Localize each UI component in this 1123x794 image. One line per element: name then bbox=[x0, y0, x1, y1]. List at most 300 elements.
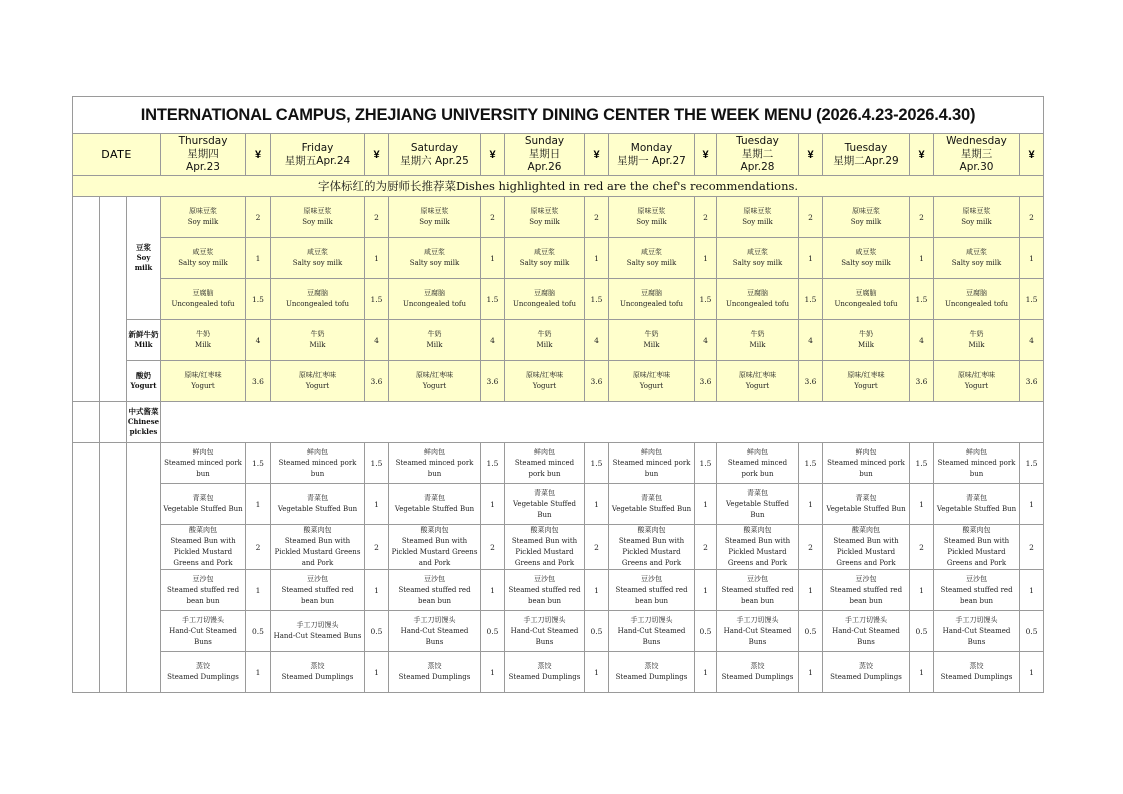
price-yogurt: 3.6 bbox=[481, 361, 505, 402]
menu-item-salty-soy-milk bbox=[271, 238, 365, 279]
menu-item-yogurt bbox=[934, 361, 1020, 402]
dish-name-zh: 原味/红枣味 bbox=[738, 371, 777, 379]
dish-name-en: Uncongealed tofu bbox=[512, 300, 577, 308]
dish-name-en: Hand-Cut Steamed Buns bbox=[832, 626, 900, 646]
dish-name-zh: 蒸饺 bbox=[644, 662, 659, 670]
dish-name-zh: 豆沙包 bbox=[307, 574, 328, 583]
day-header-7: Tuesday 星期二Apr.29 bbox=[823, 134, 910, 176]
menu-item-salty-soy-milk bbox=[161, 238, 246, 279]
price-yogurt: 3.6 bbox=[910, 361, 934, 402]
menu-item-uncongealed-tofu bbox=[161, 279, 246, 320]
price-hand-cut-buns: 0.5 bbox=[799, 611, 823, 652]
dish-name-zh: 蒸饺 bbox=[859, 662, 873, 670]
dish-name-zh: 豆沙包 bbox=[855, 574, 877, 583]
menu-item-pork-bun bbox=[389, 443, 481, 484]
dish-name-en: Vegetable Stuffed Bun bbox=[277, 505, 358, 513]
dish-name-en: Steamed stuffed red bean bun bbox=[398, 585, 471, 605]
dish-name-zh: 牛奶 bbox=[750, 330, 765, 338]
menu-item-yogurt bbox=[505, 361, 585, 402]
dish-name-en: Steamed Dumplings bbox=[830, 673, 902, 681]
menu-item-hand-cut-buns bbox=[934, 611, 1020, 652]
dish-name-en: Vegetable Stuffed Bun bbox=[611, 505, 692, 513]
price-hand-cut-buns: 0.5 bbox=[1020, 611, 1044, 652]
date-label: DATE bbox=[73, 134, 161, 176]
dish-name-en: Yogurt bbox=[191, 382, 215, 390]
dish-name-zh: 酸菜肉包 bbox=[303, 526, 332, 534]
price-milk: 4 bbox=[585, 320, 609, 361]
menu-item-soy-milk bbox=[609, 197, 695, 238]
price-steamed-dumplings: 1 bbox=[799, 652, 823, 693]
dish-name-zh: 豆腐脑 bbox=[307, 289, 328, 297]
price-steamed-dumplings: 1 bbox=[585, 652, 609, 693]
price-pickled-mustard-bun: 2 bbox=[799, 525, 823, 570]
dish-name-en: Milk bbox=[968, 341, 985, 349]
dish-name-en: Hand-Cut Steamed Buns bbox=[723, 626, 792, 646]
dish-name-zh: 豆沙包 bbox=[424, 574, 445, 583]
dish-name-en: Steamed Bun with Pickled Mustard Greens and Pork bbox=[274, 537, 361, 567]
price-soy-milk: 2 bbox=[585, 197, 609, 238]
price-soy-milk: 2 bbox=[246, 197, 271, 238]
menu-item-red-bean-bun bbox=[823, 570, 910, 611]
price-steamed-dumplings: 1 bbox=[246, 652, 271, 693]
dish-name-zh: 原味/红枣味 bbox=[847, 371, 885, 379]
dish-name-en: Milk bbox=[536, 341, 553, 349]
dish-name-zh: 原味豆浆 bbox=[852, 207, 880, 215]
dish-name-en: Uncongealed tofu bbox=[944, 300, 1009, 308]
category-yogurt: 酸奶 Yogurt bbox=[127, 361, 161, 402]
menu-item-yogurt bbox=[271, 361, 365, 402]
menu-item-red-bean-bun bbox=[609, 570, 695, 611]
menu-item-milk bbox=[271, 320, 365, 361]
day-header-8: Wednesday 星期三 Apr.30 bbox=[934, 134, 1020, 176]
price-uncongealed-tofu: 1.5 bbox=[481, 279, 505, 320]
dish-name-zh: 酸菜肉包 bbox=[189, 526, 217, 534]
price-pickled-mustard-bun: 2 bbox=[695, 525, 717, 570]
price-steamed-dumplings: 1 bbox=[365, 652, 389, 693]
dish-name-en: Salty soy milk bbox=[292, 259, 343, 267]
dish-name-en: Hand-Cut Steamed Buns bbox=[169, 626, 237, 646]
dish-name-en: Salty soy milk bbox=[951, 259, 1002, 267]
dish-name-en: Steamed Bun with Pickled Mustard Greens and Pork bbox=[170, 537, 236, 567]
price-vegetable-bun: 1 bbox=[695, 484, 717, 525]
price-yogurt: 3.6 bbox=[799, 361, 823, 402]
day-header-3: Saturday 星期六 Apr.25 bbox=[389, 134, 481, 176]
menu-title: INTERNATIONAL CAMPUS, ZHEJIANG UNIVERSITY DINING CENTER THE WEEK MENU (2026.4.23-2026.4.30) bbox=[73, 97, 1044, 134]
price-pickled-mustard-bun: 2 bbox=[481, 525, 505, 570]
dish-name-en: Milk bbox=[858, 341, 874, 349]
dish-name-zh: 蒸饺 bbox=[310, 662, 325, 670]
dish-name-en: Steamed minced pork bun bbox=[612, 458, 691, 478]
menu-item-soy-milk bbox=[271, 197, 365, 238]
dish-name-zh: 手工刀切馒头 bbox=[845, 615, 887, 624]
price-uncongealed-tofu: 1.5 bbox=[799, 279, 823, 320]
dish-name-en: Steamed Bun with Pickled Mustard Greens and Pork bbox=[943, 537, 1010, 567]
dish-name-en: Uncongealed tofu bbox=[725, 300, 790, 308]
price-pork-bun: 1.5 bbox=[695, 443, 717, 484]
dish-name-en: Steamed stuffed red bean bun bbox=[829, 585, 903, 605]
menu-item-hand-cut-buns bbox=[505, 611, 585, 652]
price-vegetable-bun: 1 bbox=[910, 484, 934, 525]
menu-item-milk bbox=[505, 320, 585, 361]
dish-name-en: Uncongealed tofu bbox=[171, 300, 235, 308]
dish-name-en: Salty soy milk bbox=[178, 259, 228, 267]
dish-name-en: Steamed minced pork bun bbox=[514, 458, 575, 478]
dish-name-en: Yogurt bbox=[639, 382, 664, 390]
price-hand-cut-buns: 0.5 bbox=[246, 611, 271, 652]
side-column-a bbox=[73, 197, 100, 402]
dish-name-en: Soy milk bbox=[529, 218, 560, 226]
price-salty-soy-milk: 1 bbox=[1020, 238, 1044, 279]
menu-item-hand-cut-buns bbox=[271, 611, 365, 652]
price-milk: 4 bbox=[246, 320, 271, 361]
dish-name-en: Steamed Bun with Pickled Mustard Greens and Pork bbox=[833, 537, 899, 567]
price-vegetable-bun: 1 bbox=[481, 484, 505, 525]
dish-name-zh: 鲜肉包 bbox=[641, 447, 662, 456]
price-red-bean-bun: 1 bbox=[695, 570, 717, 611]
dish-name-zh: 牛奶 bbox=[969, 330, 984, 338]
dish-name-zh: 原味豆浆 bbox=[962, 207, 991, 215]
dish-name-zh: 牛奶 bbox=[427, 330, 442, 338]
menu-item-uncongealed-tofu bbox=[505, 279, 585, 320]
dish-name-zh: 原味/红枣味 bbox=[298, 371, 337, 379]
dish-name-zh: 蒸饺 bbox=[537, 662, 552, 670]
price-pork-bun: 1.5 bbox=[910, 443, 934, 484]
menu-item-vegetable-bun bbox=[823, 484, 910, 525]
price-salty-soy-milk: 1 bbox=[585, 238, 609, 279]
day-header-6: Tuesday 星期二 Apr.28 bbox=[717, 134, 799, 176]
dish-name-zh: 原味/红枣味 bbox=[415, 371, 454, 379]
price-uncongealed-tofu: 1.5 bbox=[695, 279, 717, 320]
price-milk: 4 bbox=[1020, 320, 1044, 361]
dish-name-zh: 手工刀切馒头 bbox=[955, 615, 998, 624]
currency-symbol: ¥ bbox=[481, 134, 505, 176]
menu-item-salty-soy-milk bbox=[823, 238, 910, 279]
dish-name-zh: 咸豆浆 bbox=[641, 248, 662, 256]
dish-name-zh: 咸豆浆 bbox=[747, 248, 768, 256]
pickles-empty-row bbox=[161, 402, 1044, 443]
dish-name-zh: 鲜肉包 bbox=[534, 447, 555, 456]
dish-name-en: Salty soy milk bbox=[409, 259, 460, 267]
dish-name-zh: 原味豆浆 bbox=[303, 207, 332, 215]
price-pickled-mustard-bun: 2 bbox=[910, 525, 934, 570]
dish-name-zh: 豆沙包 bbox=[747, 574, 768, 583]
dish-name-zh: 原味豆浆 bbox=[743, 207, 772, 215]
dish-name-en: Steamed stuffed red bean bun bbox=[615, 585, 688, 605]
dish-name-en: Milk bbox=[749, 341, 766, 349]
price-hand-cut-buns: 0.5 bbox=[481, 611, 505, 652]
menu-item-pickled-mustard-bun bbox=[823, 525, 910, 570]
dish-name-en: Hand-Cut Steamed Buns bbox=[942, 626, 1011, 646]
price-pork-bun: 1.5 bbox=[1020, 443, 1044, 484]
menu-item-milk bbox=[389, 320, 481, 361]
dish-name-zh: 豆腐脑 bbox=[192, 289, 214, 297]
dish-name-zh: 青菜包 bbox=[307, 494, 328, 502]
dish-name-en: Milk bbox=[309, 341, 326, 349]
menu-item-steamed-dumplings bbox=[271, 652, 365, 693]
dish-name-zh: 鲜肉包 bbox=[747, 447, 768, 456]
dish-name-zh: 酸菜肉包 bbox=[962, 526, 991, 534]
menu-item-steamed-dumplings bbox=[505, 652, 585, 693]
dish-name-zh: 鲜肉包 bbox=[855, 447, 877, 456]
price-milk: 4 bbox=[695, 320, 717, 361]
dish-name-zh: 手工刀切馒头 bbox=[296, 621, 339, 629]
menu-item-salty-soy-milk bbox=[934, 238, 1020, 279]
dish-name-zh: 豆沙包 bbox=[966, 574, 987, 583]
price-yogurt: 3.6 bbox=[585, 361, 609, 402]
dish-name-en: Steamed Dumplings bbox=[508, 673, 581, 681]
dish-name-zh: 咸豆浆 bbox=[855, 248, 877, 256]
side-column-b bbox=[100, 197, 127, 402]
dish-name-zh: 鲜肉包 bbox=[966, 447, 987, 456]
price-vegetable-bun: 1 bbox=[585, 484, 609, 525]
price-soy-milk: 2 bbox=[1020, 197, 1044, 238]
dish-name-zh: 酸菜肉包 bbox=[852, 526, 880, 534]
category-milk: 新鲜牛奶 Milk bbox=[127, 320, 161, 361]
price-pickled-mustard-bun: 2 bbox=[246, 525, 271, 570]
dish-name-en: Yogurt bbox=[854, 382, 878, 390]
price-salty-soy-milk: 1 bbox=[695, 238, 717, 279]
menu-item-red-bean-bun bbox=[717, 570, 799, 611]
menu-item-milk bbox=[717, 320, 799, 361]
price-salty-soy-milk: 1 bbox=[246, 238, 271, 279]
menu-item-pickled-mustard-bun bbox=[609, 525, 695, 570]
currency-symbol: ¥ bbox=[1020, 134, 1044, 176]
dish-name-zh: 青菜包 bbox=[424, 494, 445, 502]
menu-item-steamed-dumplings bbox=[823, 652, 910, 693]
currency-symbol: ¥ bbox=[799, 134, 823, 176]
menu-item-pickled-mustard-bun bbox=[505, 525, 585, 570]
dish-name-en: Hand-Cut Steamed Buns bbox=[510, 626, 579, 646]
dish-name-en: Yogurt bbox=[532, 382, 557, 390]
dish-name-en: Salty soy milk bbox=[626, 259, 677, 267]
price-hand-cut-buns: 0.5 bbox=[910, 611, 934, 652]
menu-item-vegetable-bun bbox=[934, 484, 1020, 525]
category-chinese-pickles: 中式酱菜 Chinese pickles bbox=[127, 402, 161, 443]
price-uncongealed-tofu: 1.5 bbox=[910, 279, 934, 320]
menu-item-vegetable-bun bbox=[161, 484, 246, 525]
menu-item-pickled-mustard-bun bbox=[934, 525, 1020, 570]
dish-name-zh: 原味豆浆 bbox=[420, 207, 449, 215]
chef-recommendation-note: 字体标红的为厨师长推荐菜Dishes highlighted in red are the chef's recommendations. bbox=[73, 176, 1044, 197]
price-red-bean-bun: 1 bbox=[1020, 570, 1044, 611]
price-hand-cut-buns: 0.5 bbox=[695, 611, 717, 652]
menu-item-hand-cut-buns bbox=[609, 611, 695, 652]
menu-item-soy-milk bbox=[717, 197, 799, 238]
price-yogurt: 3.6 bbox=[365, 361, 389, 402]
dish-name-en: Steamed Dumplings bbox=[615, 673, 688, 681]
dish-name-en: Steamed stuffed red bean bun bbox=[508, 585, 581, 605]
menu-item-steamed-dumplings bbox=[717, 652, 799, 693]
price-red-bean-bun: 1 bbox=[481, 570, 505, 611]
dish-name-en: Milk bbox=[195, 341, 211, 349]
menu-item-uncongealed-tofu bbox=[934, 279, 1020, 320]
menu-item-pork-bun bbox=[609, 443, 695, 484]
dish-name-zh: 原味/红枣味 bbox=[957, 371, 996, 379]
price-milk: 4 bbox=[365, 320, 389, 361]
menu-item-red-bean-bun bbox=[389, 570, 481, 611]
price-vegetable-bun: 1 bbox=[1020, 484, 1044, 525]
price-uncongealed-tofu: 1.5 bbox=[585, 279, 609, 320]
dish-name-zh: 蒸饺 bbox=[427, 662, 442, 670]
side-column-b bbox=[100, 443, 127, 693]
dish-name-en: Uncongealed tofu bbox=[619, 300, 684, 308]
dish-name-zh: 手工刀切馒头 bbox=[523, 615, 566, 624]
side-column-a bbox=[73, 443, 100, 693]
price-salty-soy-milk: 1 bbox=[910, 238, 934, 279]
dish-name-zh: 鲜肉包 bbox=[307, 447, 328, 456]
price-pickled-mustard-bun: 2 bbox=[365, 525, 389, 570]
dish-name-zh: 咸豆浆 bbox=[192, 248, 214, 256]
menu-item-milk bbox=[823, 320, 910, 361]
price-steamed-dumplings: 1 bbox=[695, 652, 717, 693]
dish-name-zh: 青菜包 bbox=[534, 488, 555, 497]
menu-item-pork-bun bbox=[271, 443, 365, 484]
dish-name-zh: 青菜包 bbox=[192, 494, 214, 502]
dish-name-zh: 原味豆浆 bbox=[530, 207, 559, 215]
price-pork-bun: 1.5 bbox=[481, 443, 505, 484]
menu-item-pickled-mustard-bun bbox=[271, 525, 365, 570]
menu-item-milk bbox=[609, 320, 695, 361]
dish-name-en: Vegetable Stuffed Bun bbox=[936, 505, 1017, 513]
dish-name-zh: 手工刀切馒头 bbox=[182, 615, 224, 624]
menu-item-uncongealed-tofu bbox=[717, 279, 799, 320]
price-yogurt: 3.6 bbox=[246, 361, 271, 402]
dish-name-zh: 酸菜肉包 bbox=[420, 526, 449, 534]
menu-item-salty-soy-milk bbox=[389, 238, 481, 279]
menu-item-salty-soy-milk bbox=[609, 238, 695, 279]
dish-name-zh: 咸豆浆 bbox=[307, 248, 328, 256]
dish-name-en: Yogurt bbox=[745, 382, 770, 390]
currency-symbol: ¥ bbox=[365, 134, 389, 176]
menu-table bbox=[72, 96, 1044, 693]
dish-name-zh: 青菜包 bbox=[747, 488, 768, 497]
dish-name-en: Soy milk bbox=[187, 218, 219, 226]
dish-name-zh: 豆腐脑 bbox=[747, 289, 768, 297]
dish-name-en: Steamed Bun with Pickled Mustard Greens and Pork bbox=[511, 537, 578, 567]
menu-item-red-bean-bun bbox=[934, 570, 1020, 611]
price-red-bean-bun: 1 bbox=[365, 570, 389, 611]
price-pork-bun: 1.5 bbox=[246, 443, 271, 484]
dish-name-en: Steamed Dumplings bbox=[281, 673, 354, 681]
dish-name-en: Steamed stuffed red bean bun bbox=[721, 585, 794, 605]
dish-name-en: Steamed Dumplings bbox=[940, 673, 1013, 681]
price-red-bean-bun: 1 bbox=[246, 570, 271, 611]
dish-name-zh: 豆沙包 bbox=[641, 574, 662, 583]
dish-name-zh: 酸菜肉包 bbox=[743, 526, 772, 534]
price-vegetable-bun: 1 bbox=[799, 484, 823, 525]
menu-item-soy-milk bbox=[823, 197, 910, 238]
menu-item-pork-bun bbox=[161, 443, 246, 484]
menu-item-red-bean-bun bbox=[271, 570, 365, 611]
dish-name-en: Hand-Cut Steamed Buns bbox=[617, 626, 686, 646]
dish-name-zh: 手工刀切馒头 bbox=[413, 615, 456, 624]
currency-symbol: ¥ bbox=[246, 134, 271, 176]
menu-item-yogurt bbox=[609, 361, 695, 402]
price-soy-milk: 2 bbox=[481, 197, 505, 238]
dish-name-zh: 手工刀切馒头 bbox=[736, 615, 779, 624]
dish-name-zh: 牛奶 bbox=[859, 330, 873, 338]
dish-name-en: Steamed minced pork bun bbox=[937, 458, 1016, 478]
dish-name-en: Uncongealed tofu bbox=[285, 300, 350, 308]
category-empty bbox=[127, 443, 161, 693]
dish-name-en: Steamed minced pork bun bbox=[827, 458, 905, 478]
price-pork-bun: 1.5 bbox=[799, 443, 823, 484]
dish-name-zh: 原味豆浆 bbox=[637, 207, 666, 215]
menu-item-yogurt bbox=[161, 361, 246, 402]
dish-name-zh: 原味豆浆 bbox=[189, 207, 217, 215]
price-salty-soy-milk: 1 bbox=[365, 238, 389, 279]
price-pork-bun: 1.5 bbox=[585, 443, 609, 484]
dish-name-en: Hand-Cut Steamed Buns bbox=[273, 632, 362, 640]
menu-item-steamed-dumplings bbox=[389, 652, 481, 693]
dish-name-zh: 咸豆浆 bbox=[534, 248, 555, 256]
menu-item-yogurt bbox=[717, 361, 799, 402]
menu-item-pork-bun bbox=[505, 443, 585, 484]
dish-name-zh: 牛奶 bbox=[196, 330, 210, 338]
category-soy-milk: 豆浆 Soy milk bbox=[127, 197, 161, 320]
dish-name-en: Hand-Cut Steamed Buns bbox=[400, 626, 469, 646]
menu-item-hand-cut-buns bbox=[389, 611, 481, 652]
price-milk: 4 bbox=[799, 320, 823, 361]
dish-name-en: Milk bbox=[643, 341, 660, 349]
dish-name-zh: 原味/红枣味 bbox=[184, 371, 222, 379]
side-column-a bbox=[73, 402, 100, 443]
dish-name-en: Salty soy milk bbox=[732, 259, 783, 267]
dish-name-zh: 豆腐脑 bbox=[641, 289, 662, 297]
menu-item-milk bbox=[161, 320, 246, 361]
menu-item-vegetable-bun bbox=[271, 484, 365, 525]
dish-name-en: Yogurt bbox=[964, 382, 989, 390]
dish-name-en: Steamed Bun with Pickled Mustard Greens and Pork bbox=[724, 537, 791, 567]
price-hand-cut-buns: 0.5 bbox=[585, 611, 609, 652]
menu-item-steamed-dumplings bbox=[609, 652, 695, 693]
dish-name-zh: 豆腐脑 bbox=[534, 289, 555, 297]
dish-name-zh: 蒸饺 bbox=[196, 662, 210, 670]
menu-item-vegetable-bun bbox=[609, 484, 695, 525]
dish-name-en: Vegetable Stuffed Bun bbox=[163, 505, 243, 513]
menu-item-yogurt bbox=[389, 361, 481, 402]
price-steamed-dumplings: 1 bbox=[910, 652, 934, 693]
price-soy-milk: 2 bbox=[910, 197, 934, 238]
menu-item-pork-bun bbox=[717, 443, 799, 484]
menu-item-soy-milk bbox=[389, 197, 481, 238]
day-header-5: Monday 星期一 Apr.27 bbox=[609, 134, 695, 176]
dish-name-en: Uncongealed tofu bbox=[834, 300, 898, 308]
dish-name-en: Soy milk bbox=[419, 218, 450, 226]
dish-name-en: Vegetable Stuffed Bun bbox=[513, 499, 576, 519]
dish-name-en: Yogurt bbox=[422, 382, 447, 390]
price-hand-cut-buns: 0.5 bbox=[365, 611, 389, 652]
price-milk: 4 bbox=[910, 320, 934, 361]
menu-item-pickled-mustard-bun bbox=[717, 525, 799, 570]
menu-item-uncongealed-tofu bbox=[271, 279, 365, 320]
dish-name-en: Vegetable Stuffed Bun bbox=[394, 505, 475, 513]
dish-name-en: Uncongealed tofu bbox=[402, 300, 467, 308]
dish-name-en: Soy milk bbox=[636, 218, 667, 226]
price-yogurt: 3.6 bbox=[695, 361, 717, 402]
dish-name-zh: 青菜包 bbox=[966, 494, 987, 502]
price-soy-milk: 2 bbox=[799, 197, 823, 238]
dish-name-en: Soy milk bbox=[850, 218, 882, 226]
price-red-bean-bun: 1 bbox=[585, 570, 609, 611]
dish-name-zh: 原味/红枣味 bbox=[525, 371, 564, 379]
dish-name-zh: 豆腐脑 bbox=[966, 289, 987, 297]
menu-item-uncongealed-tofu bbox=[609, 279, 695, 320]
menu-item-hand-cut-buns bbox=[161, 611, 246, 652]
dish-name-zh: 牛奶 bbox=[310, 330, 325, 338]
menu-item-pickled-mustard-bun bbox=[161, 525, 246, 570]
menu-item-uncongealed-tofu bbox=[389, 279, 481, 320]
